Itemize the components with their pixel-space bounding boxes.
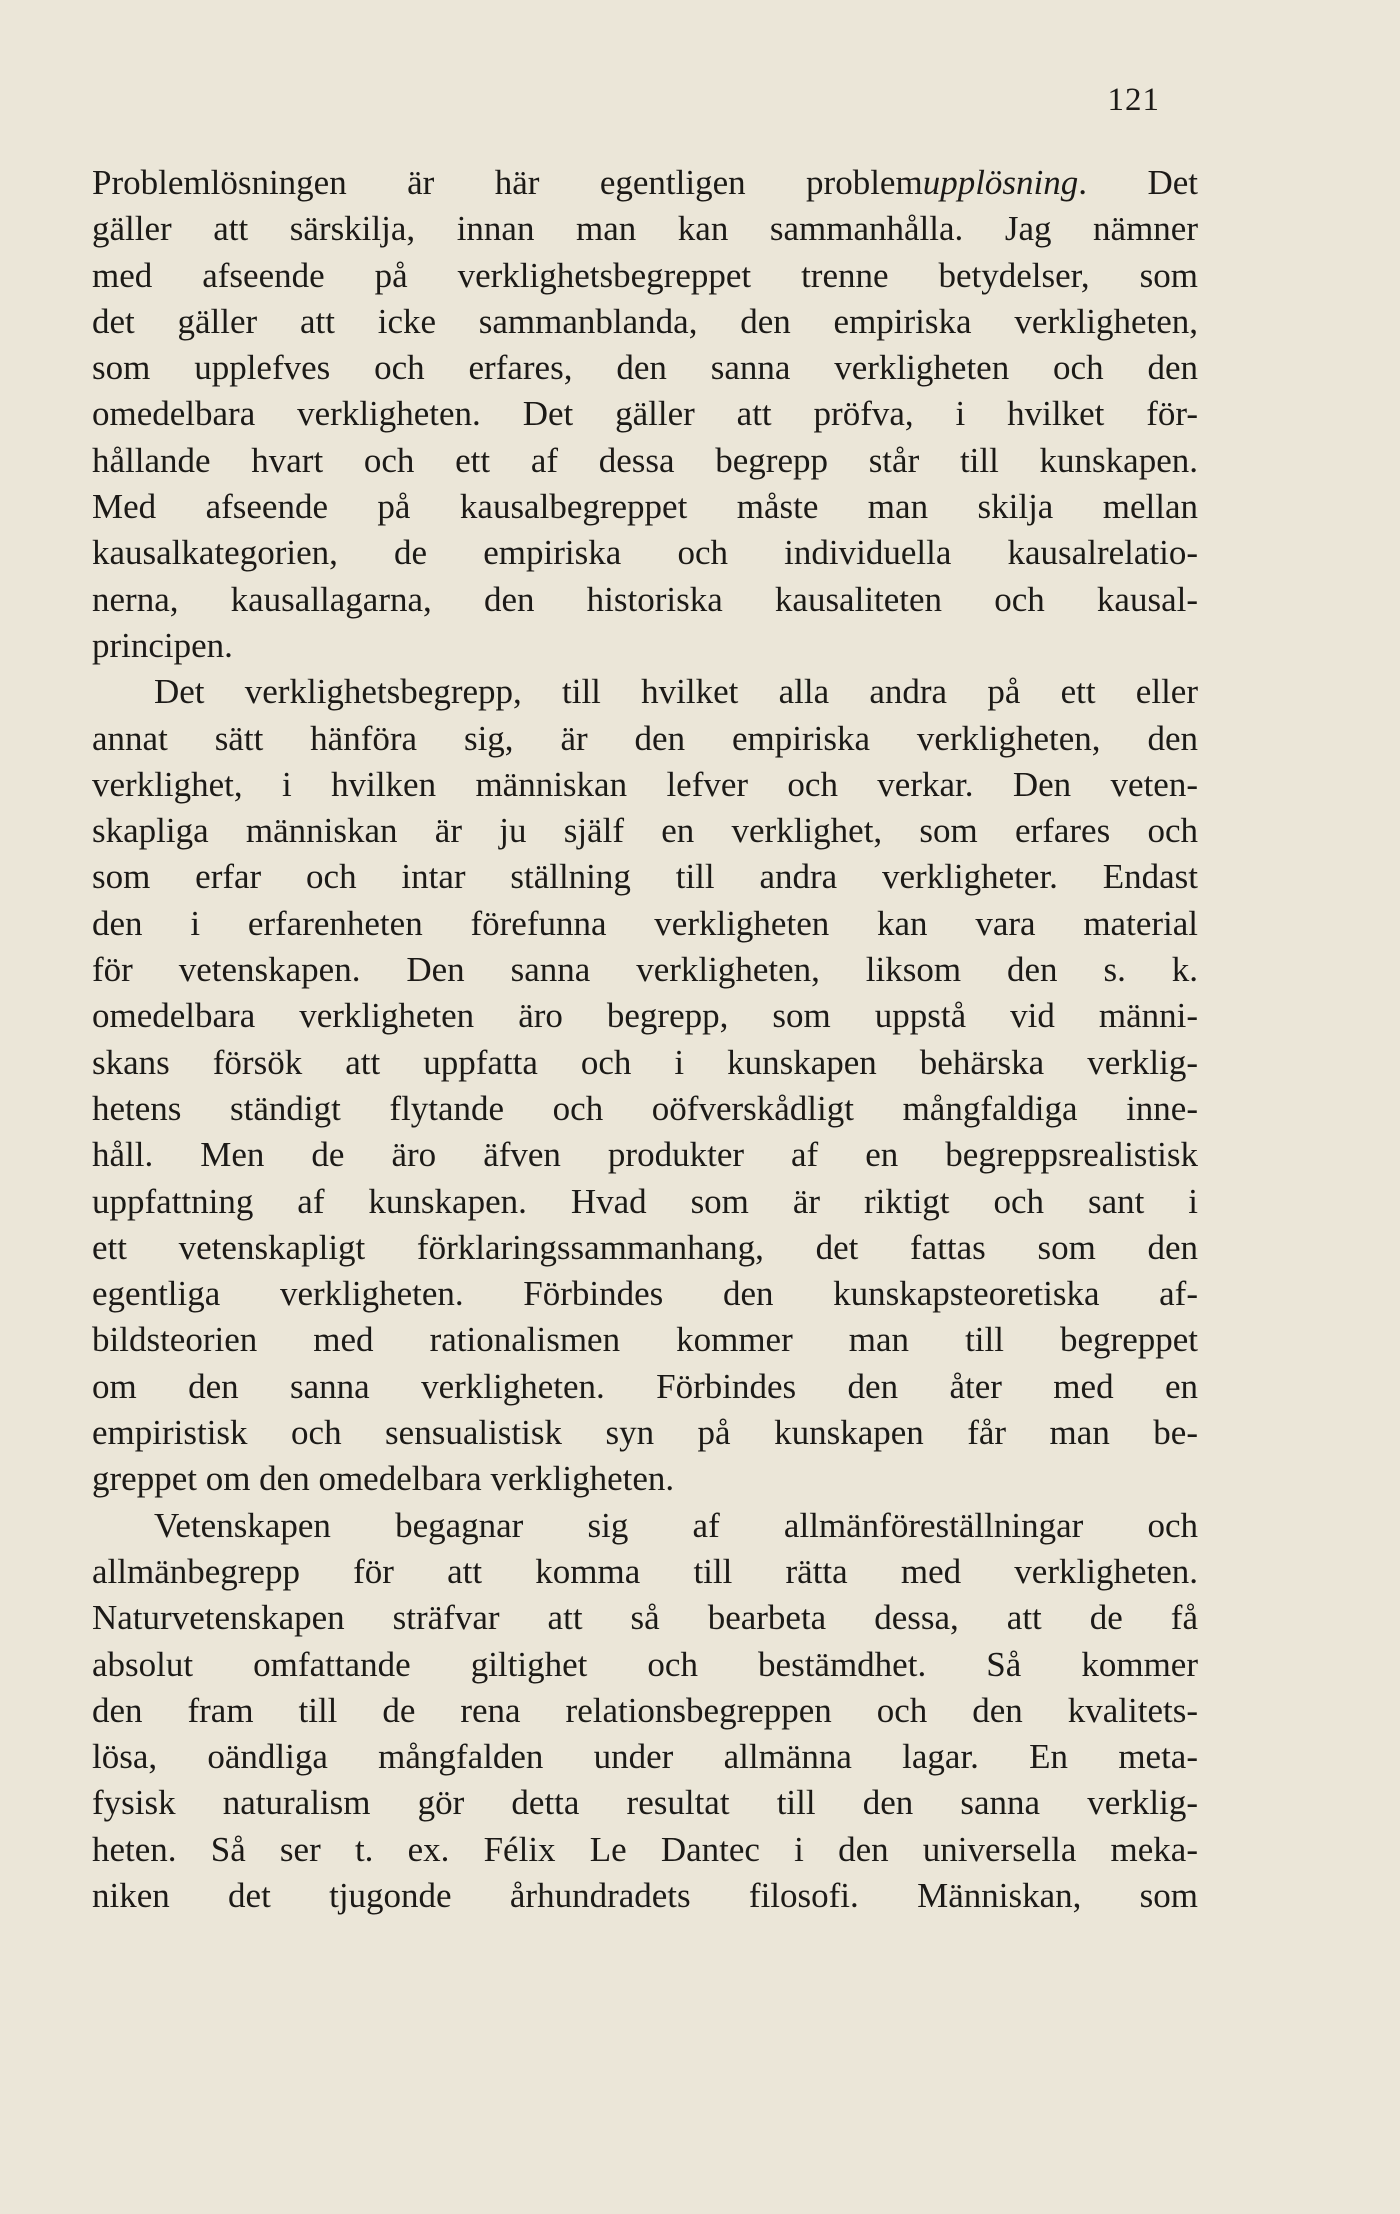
text-line-content: gäller att särskilja, innan man kan sammanhålla. Jag nämner — [92, 209, 1198, 249]
text-line-content: den fram till de rena relationsbegreppen och den kvalitets- — [92, 1690, 1198, 1730]
text-line-content: den i erfarenheten förefunna verkligheten kan vara material — [92, 903, 1198, 943]
text-line — [92, 1595, 1198, 1641]
text-line — [92, 1132, 1198, 1178]
text-line-content: nerna, kausallagarna, den historiska kausaliteten och kausal- — [92, 579, 1198, 619]
text-line — [92, 1271, 1198, 1317]
text-line-content: absolut omfattande giltighet och bestämdhet. Så kommer — [92, 1644, 1198, 1684]
emphasized-word: upplösning — [922, 163, 1079, 202]
text-line — [92, 438, 1198, 484]
text-line — [92, 1456, 1198, 1502]
text-line — [92, 1549, 1198, 1595]
text-line-content: Naturvetenskapen sträfvar att så bearbeta dessa, att de få — [92, 1598, 1198, 1638]
text-line — [92, 1780, 1198, 1826]
text-line-content: omedelbara verkligheten äro begrepp, som uppstå vid männi- — [92, 996, 1198, 1036]
text-line-content: som upplefves och erfares, den sanna verkligheten och den — [92, 348, 1198, 388]
text-line — [92, 762, 1198, 808]
text-line-content: Det verklighetsbegrepp, till hvilket alla andra på ett eller — [154, 672, 1198, 712]
text-line — [92, 808, 1198, 854]
text-line — [92, 901, 1198, 947]
text-line — [92, 1827, 1198, 1873]
text-line-content: håll. Men de äro äfven produkter af en begreppsrealistisk — [92, 1135, 1198, 1175]
text-line — [92, 1086, 1198, 1132]
text-line — [92, 947, 1198, 993]
text-line — [92, 1688, 1198, 1734]
text-line — [92, 484, 1198, 530]
text-line — [92, 669, 1198, 715]
text-line — [92, 623, 1198, 669]
text-line-content: Vetenskapen begagnar sig af allmänföreställningar och — [154, 1505, 1198, 1545]
text-line-content: principen. — [92, 625, 233, 665]
text-line — [92, 1317, 1198, 1363]
text-line-content: hetens ständigt flytande och oöfverskådligt mångfaldiga inne- — [92, 1088, 1198, 1128]
text-line-content: greppet om den omedelbara verkligheten. — [92, 1459, 675, 1499]
text-line — [92, 993, 1198, 1039]
text-line-content: empiristisk och sensualistisk syn på kunskapen får man be- — [92, 1413, 1198, 1453]
text-line-content: omedelbara verkligheten. Det gäller att pröfva, i hvilket för- — [92, 394, 1198, 434]
text-line — [92, 1179, 1198, 1225]
text-line — [92, 716, 1198, 762]
text-line — [92, 391, 1198, 437]
text-line-content: annat sätt hänföra sig, är den empiriska verkligheten, den — [92, 718, 1198, 758]
text-line-content: skapliga människan är ju själf en verklighet, som erfares och — [92, 811, 1198, 851]
text-line — [92, 530, 1198, 576]
text-line — [92, 1364, 1198, 1410]
text-line-content: hållande hvart och ett af dessa begrepp står till kunskapen. — [92, 440, 1198, 480]
text-line-content: uppfattning af kunskapen. Hvad som är riktigt och sant i — [92, 1181, 1198, 1221]
text-line — [92, 160, 1198, 206]
text-line — [92, 299, 1198, 345]
text-line-content: verklighet, i hvilken människan lefver och verkar. Den veten- — [92, 764, 1198, 804]
text-line-content: egentliga verkligheten. Förbindes den kunskapsteoretiska af- — [92, 1274, 1198, 1314]
text-line-content: Problemlösningen är här egentligen problem — [92, 163, 923, 202]
text-line — [92, 345, 1198, 391]
text-line — [92, 1410, 1198, 1456]
text-line-content: ett vetenskapligt förklaringssammanhang, det fattas som den — [92, 1227, 1198, 1267]
text-line-tail: . Det — [1078, 163, 1198, 202]
page-number: 121 — [1107, 82, 1160, 118]
text-line-content: lösa, oändliga mångfalden under allmänna lagar. En meta- — [92, 1737, 1198, 1777]
text-line-content: för vetenskapen. Den sanna verkligheten, liksom den s. k. — [92, 950, 1198, 990]
text-line-content: kausalkategorien, de empiriska och individuella kausalrelatio- — [92, 533, 1198, 573]
text-line — [92, 1225, 1198, 1271]
text-line — [92, 577, 1198, 623]
text-line-content: om den sanna verkligheten. Förbindes den åter med en — [92, 1366, 1198, 1406]
text-line — [92, 253, 1198, 299]
text-line-content: bildsteorien med rationalismen kommer man till begreppet — [92, 1320, 1198, 1360]
text-line — [92, 1642, 1198, 1688]
text-line — [92, 1734, 1198, 1780]
text-line-content: som erfar och intar ställning till andra verkligheter. Endast — [92, 857, 1198, 897]
text-line-content: Med afseende på kausalbegreppet måste man skilja mellan — [92, 487, 1198, 527]
text-line — [92, 1873, 1198, 1919]
text-line-content: allmänbegrepp för att komma till rätta med verkligheten. — [92, 1551, 1198, 1591]
text-line — [92, 1503, 1198, 1549]
text-line-content: med afseende på verklighetsbegreppet trenne betydelser, som — [92, 255, 1198, 295]
text-line-content: det gäller att icke sammanblanda, den empiriska verkligheten, — [92, 301, 1198, 341]
text-line — [92, 854, 1198, 900]
text-line — [92, 1040, 1198, 1086]
text-line — [92, 206, 1198, 252]
body-text — [92, 160, 1198, 1919]
text-line-content: niken det tjugonde århundradets filosofi. Människan, som — [92, 1875, 1198, 1915]
text-line-content: heten. Så ser t. ex. Félix Le Dantec i den universella meka- — [92, 1829, 1198, 1869]
text-line-content: fysisk naturalism gör detta resultat till den sanna verklig- — [92, 1783, 1198, 1823]
text-line-content: skans försök att uppfatta och i kunskapen behärska verklig- — [92, 1042, 1198, 1082]
